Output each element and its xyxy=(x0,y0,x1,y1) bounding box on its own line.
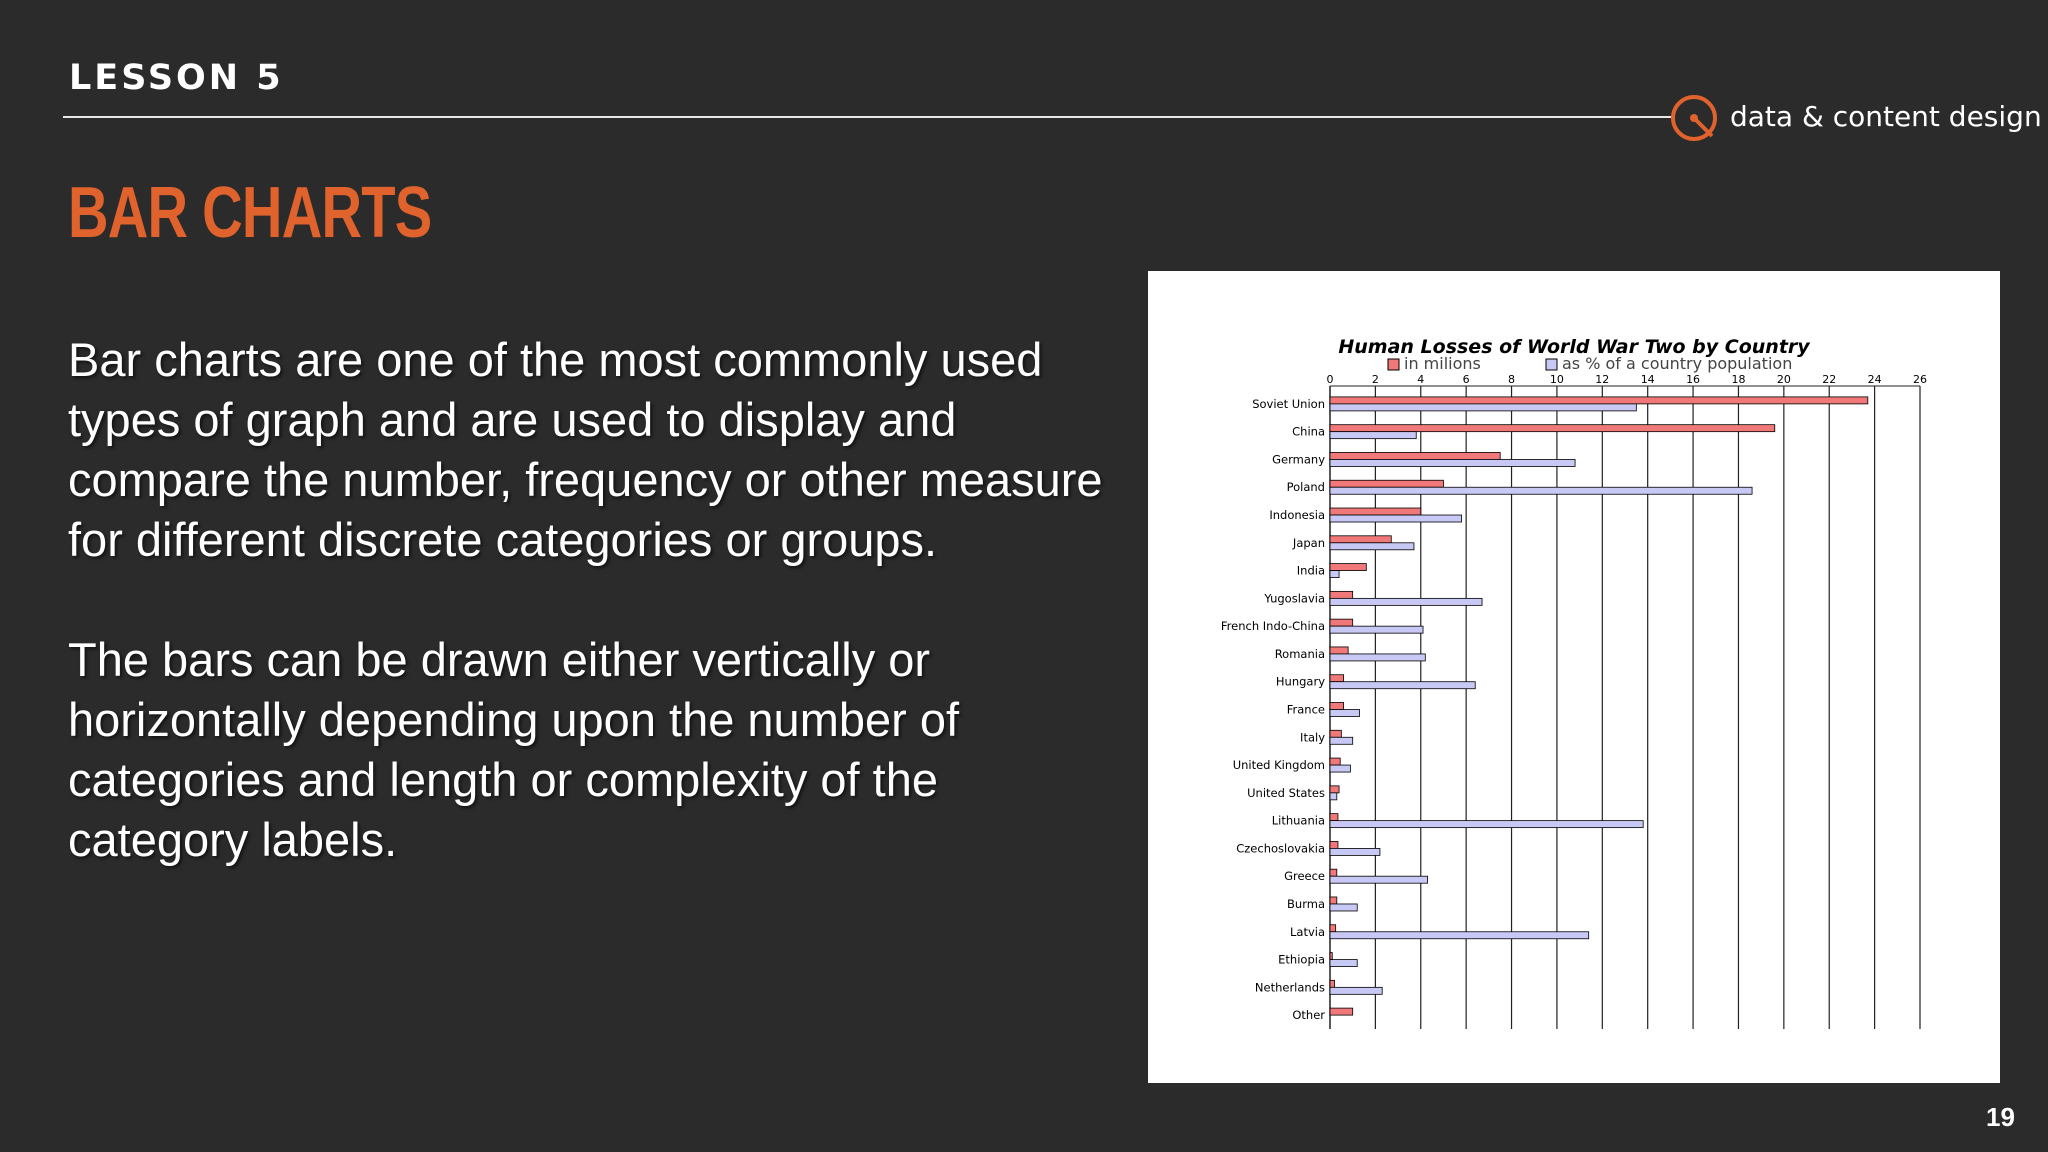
bar xyxy=(1330,897,1337,904)
category-label: Greece xyxy=(1284,869,1325,884)
bar xyxy=(1330,925,1336,932)
bar xyxy=(1330,932,1589,939)
x-tick-label: 24 xyxy=(1867,373,1882,386)
x-tick-label: 18 xyxy=(1731,373,1746,386)
bar xyxy=(1330,619,1353,626)
bar xyxy=(1330,452,1500,459)
x-tick-label: 0 xyxy=(1326,373,1334,386)
category-label: France xyxy=(1286,702,1325,717)
bar xyxy=(1330,821,1643,828)
x-tick-label: 26 xyxy=(1913,373,1927,386)
bar xyxy=(1330,626,1423,633)
category-label: Japan xyxy=(1292,535,1325,550)
lesson-label: LESSON 5 xyxy=(69,58,284,98)
category-labels xyxy=(1221,397,1325,1022)
bar xyxy=(1330,765,1350,772)
bar xyxy=(1330,536,1391,543)
bar xyxy=(1330,758,1340,765)
bar xyxy=(1330,432,1416,439)
bar xyxy=(1330,987,1382,994)
bar xyxy=(1330,404,1636,411)
bar xyxy=(1330,814,1338,821)
bar xyxy=(1330,508,1421,515)
bar xyxy=(1330,786,1339,793)
legend-label-series-2: as % of a country population xyxy=(1562,354,1793,373)
bar xyxy=(1330,591,1353,598)
bar xyxy=(1330,710,1360,717)
category-label: Indonesia xyxy=(1269,508,1325,523)
bar xyxy=(1330,730,1341,737)
bar xyxy=(1330,953,1332,960)
body-paragraph-2: The bars can be drawn either vertically or horizontally depending upon the number of categories and length or complexity of the category labels. xyxy=(68,633,960,866)
bar xyxy=(1330,904,1357,911)
category-label: Italy xyxy=(1300,730,1325,745)
bar xyxy=(1330,480,1443,487)
category-label: Netherlands xyxy=(1254,980,1325,995)
chart-legend xyxy=(1388,354,1792,373)
bar xyxy=(1330,487,1752,494)
x-tick-label: 2 xyxy=(1371,373,1379,386)
chart-bars xyxy=(1330,397,1868,1015)
slide-title: BAR CHARTS xyxy=(68,173,432,253)
category-label: Ethiopia xyxy=(1278,952,1325,967)
category-label: Soviet Union xyxy=(1252,396,1325,411)
body-paragraph-1: Bar charts are one of the most commonly used types of graph and are used to display and compare the number, frequency or other measure for different discrete categories or groups. xyxy=(68,333,1103,566)
bar xyxy=(1330,654,1425,661)
category-label: Romania xyxy=(1274,646,1325,661)
page-number: 19 xyxy=(1986,1102,2015,1132)
x-tick-label: 6 xyxy=(1462,373,1470,386)
bar xyxy=(1330,980,1335,987)
category-label: Hungary xyxy=(1275,674,1325,689)
bar xyxy=(1330,848,1380,855)
x-tick-label: 14 xyxy=(1640,373,1655,386)
category-label: Burma xyxy=(1287,896,1325,911)
target-circle-icon xyxy=(1668,92,1720,144)
bar xyxy=(1330,564,1366,571)
x-tick-label: 10 xyxy=(1549,373,1564,386)
bar xyxy=(1330,682,1475,689)
category-label: United Kingdom xyxy=(1232,758,1325,773)
bar xyxy=(1330,737,1353,744)
bar xyxy=(1330,598,1482,605)
bar xyxy=(1330,703,1344,710)
category-label: Germany xyxy=(1272,452,1325,467)
category-label: Yugoslavia xyxy=(1264,591,1325,606)
legend-swatch-series-2 xyxy=(1546,359,1557,370)
x-tick-label: 20 xyxy=(1776,373,1791,386)
header-divider xyxy=(63,116,1675,118)
legend-label-series-1: in milions xyxy=(1404,354,1481,373)
category-label: French Indo-China xyxy=(1220,619,1325,634)
bar xyxy=(1330,869,1337,876)
x-tick-label: 22 xyxy=(1822,373,1837,386)
category-label: China xyxy=(1292,424,1325,439)
bar xyxy=(1330,515,1462,522)
chart-title: Human Losses of World War Two by Country xyxy=(1338,336,1810,358)
category-label: Other xyxy=(1292,1008,1325,1023)
bar xyxy=(1330,459,1575,466)
bar xyxy=(1330,425,1775,432)
bar xyxy=(1330,1008,1353,1015)
category-label: Poland xyxy=(1286,480,1325,495)
bar xyxy=(1330,571,1339,578)
slide-body xyxy=(68,330,1118,870)
bar xyxy=(1330,960,1357,967)
bar xyxy=(1330,841,1338,848)
bar-chart-panel xyxy=(1148,271,2000,1083)
x-tick-labels xyxy=(1327,373,1928,386)
category-label: Lithuania xyxy=(1271,813,1325,828)
brand-name: data & content design xyxy=(1730,100,2042,133)
category-label: Czechoslovakia xyxy=(1236,841,1325,856)
x-tick-label: 12 xyxy=(1595,373,1610,386)
category-label: India xyxy=(1296,563,1325,578)
x-tick-label: 8 xyxy=(1508,373,1516,386)
bar xyxy=(1330,876,1428,883)
x-tick-label: 16 xyxy=(1686,373,1701,386)
x-tick-label: 4 xyxy=(1417,373,1425,386)
bar xyxy=(1330,675,1344,682)
category-label: Latvia xyxy=(1289,924,1325,939)
bar xyxy=(1330,543,1414,550)
category-label: United States xyxy=(1247,785,1325,800)
bar-chart xyxy=(1148,271,2000,1083)
bar xyxy=(1330,647,1348,654)
legend-swatch-series-1 xyxy=(1388,359,1399,370)
bar xyxy=(1330,793,1337,800)
bar xyxy=(1330,397,1868,404)
